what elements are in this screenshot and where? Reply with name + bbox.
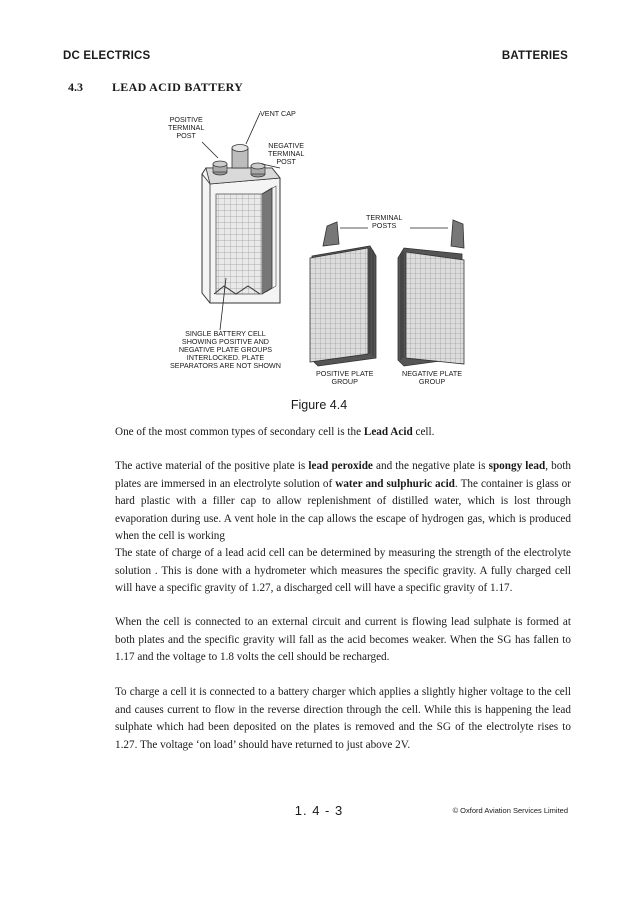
negative-plate-drawing (398, 220, 464, 366)
text-run: . The container is glass or hard plastic with a filler cap to allow replenishment of distilled water, which is lost through evaporation during use. A vent hole in the cap allows the escape of hydrogen gas, which is produced when the cell is working (115, 477, 572, 542)
text-run: One of the most common types of secondary cell is the (115, 426, 364, 438)
running-header-left: DC ELECTRICS (63, 50, 151, 62)
positive-terminal-label: POSITIVE TERMINAL POST (168, 115, 205, 140)
text-run: The active material of the positive plate is (115, 460, 309, 472)
paragraph (115, 424, 571, 442)
vent-cap-label: VENT CAP (260, 109, 296, 118)
paragraph (115, 545, 571, 598)
bold-term: lead peroxide (308, 460, 373, 472)
single-cell-drawing (202, 145, 280, 304)
negative-group-label: NEGATIVE PLATE GROUP (402, 369, 463, 386)
text-run: The state of charge of a lead acid cell can be determined by measuring the strength of the electrolyte solution . This is done with a hydrometer which measures the specific gravity. A fully charged cell will have a specific gravity of 1.27, a discharged cell will have a specific gravity of 1.17. (115, 547, 571, 594)
positive-plate-drawing (310, 222, 376, 366)
negative-terminal-label: NEGATIVE TERMINAL POST (268, 141, 305, 166)
running-header-right: BATTERIES (501, 50, 568, 62)
copyright-notice: © Oxford Aviation Services Limited (452, 806, 568, 815)
section-number: 4.3 (68, 80, 83, 94)
battery-figure (140, 108, 500, 398)
paragraph (115, 614, 571, 667)
figure-caption: Figure 4.4 (290, 398, 348, 412)
text-run: To charge a cell it is connected to a battery charger which applies a slightly higher voltage to the cell and causes current to flow in the reverse direction through the cell. While this is happening the lead sulphate which had been deposited on the plates is removed and the SG of the electrolyte rises to 1.27. The voltage ‘on load’ should have returned to just above 2V. (115, 686, 571, 751)
page-number: 1. 4 - 3 (294, 803, 344, 818)
paragraph (115, 458, 571, 546)
positive-group-label: POSITIVE PLATE GROUP (316, 369, 374, 386)
bold-term: Lead Acid (363, 426, 413, 438)
text-run: , both plates are immersed in an electrolyte solution of (115, 460, 572, 490)
bold-term: spongy lead (488, 460, 546, 472)
paragraph (115, 684, 571, 754)
bold-term: water and sulphuric acid (335, 477, 455, 490)
text-run: cell. (412, 426, 435, 438)
single-cell-label: SINGLE BATTERY CELL SHOWING POSITIVE AND NEGATIVE PLATE GROUPS INTERLOCKED. PLATE SEPARATORS ARE NOT SHOWN (170, 329, 281, 370)
text-run: and the negative plate is (372, 460, 489, 472)
text-run: When the cell is connected to an external circuit and current is flowing lead sulphate is formed at both plates and the specific gravity will fall as the acid becomes weaker. When the SG has fallen to 1.17 and the voltage to 1.8 volts the cell should be recharged. (115, 616, 571, 663)
section-title: LEAD ACID BATTERY (112, 80, 244, 94)
terminal-posts-label: TERMINAL POSTS (366, 213, 403, 230)
